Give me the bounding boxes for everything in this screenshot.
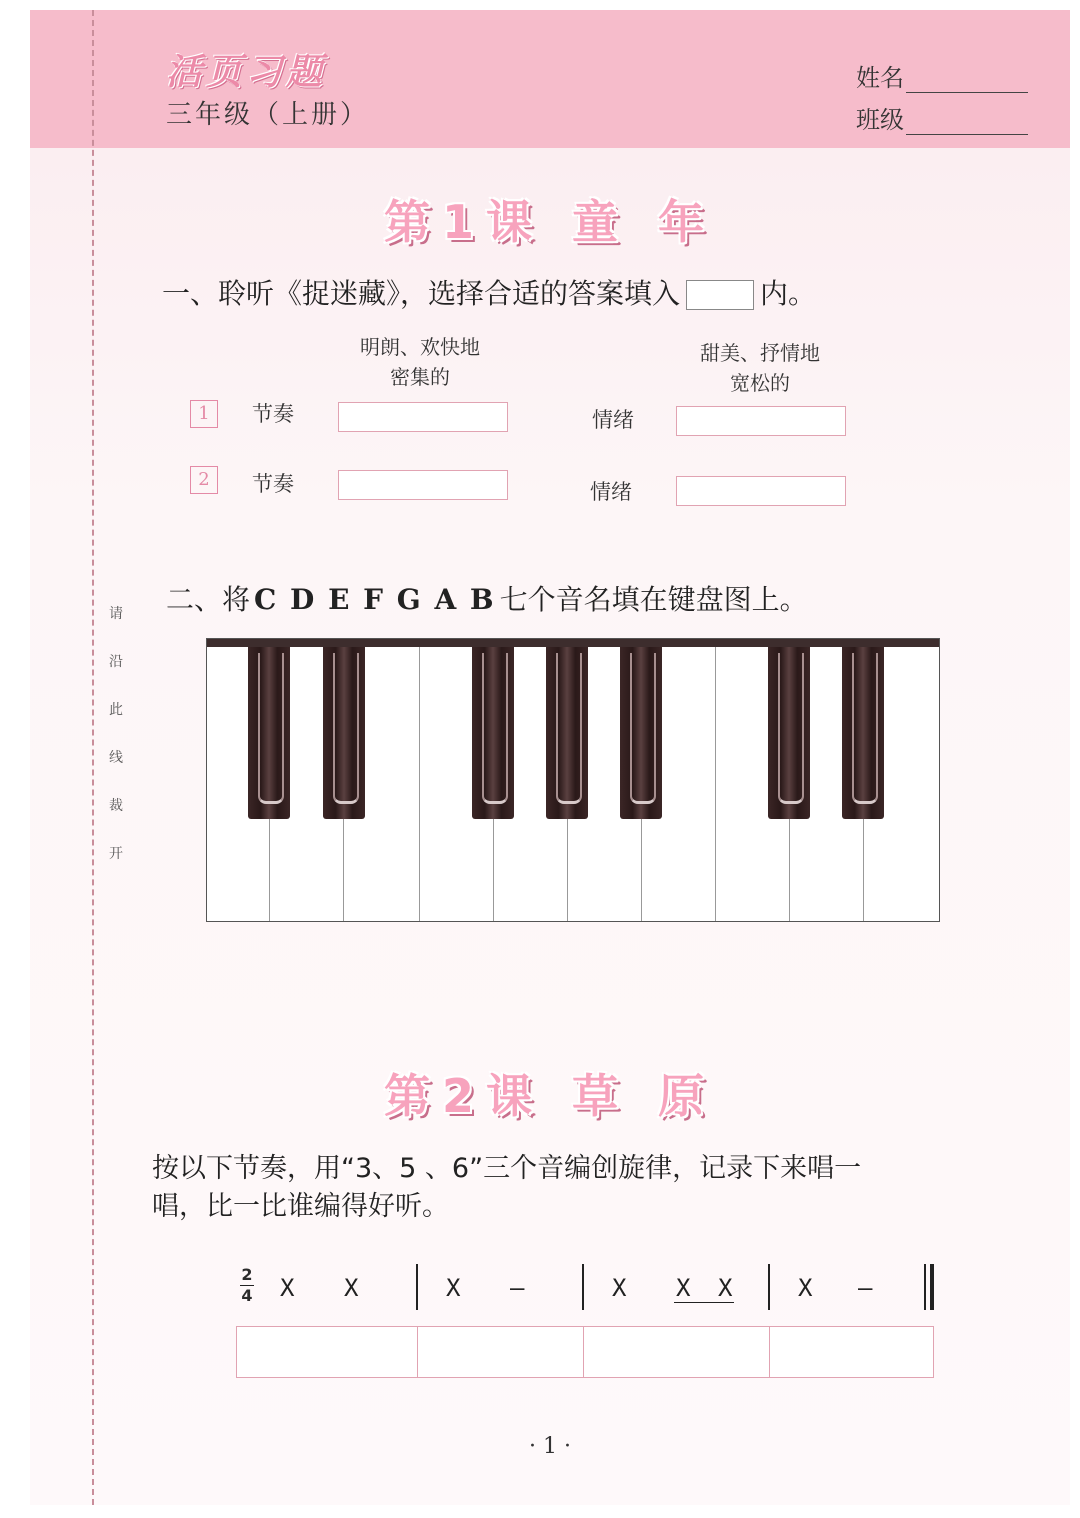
- lesson2-title: 第2课 草 原: [383, 1069, 717, 1123]
- grade-label: 三年级（上册）: [166, 100, 370, 130]
- rhythm-note: X: [798, 1274, 813, 1302]
- melody-answer-table[interactable]: [236, 1326, 934, 1378]
- answer-cell-divider: [769, 1327, 770, 1377]
- cut-char: 开: [109, 846, 123, 862]
- option-a-line2: 密集的: [390, 365, 450, 389]
- rhythm-note: X: [718, 1274, 733, 1302]
- question-2: [166, 578, 808, 618]
- worksheet-page: [30, 10, 1070, 1505]
- question-2-suffix: 七个音名填在键盘图上。: [499, 583, 808, 616]
- rhythm-note: X: [280, 1274, 295, 1302]
- cut-char: 请: [109, 606, 123, 622]
- barline: [582, 1264, 584, 1310]
- black-key[interactable]: [842, 647, 884, 819]
- final-barline-thick: [930, 1264, 934, 1310]
- question-1-suffix: 内。: [760, 277, 817, 310]
- rhythm-note: X: [612, 1274, 627, 1302]
- time-signature-top: 2: [241, 1265, 253, 1284]
- black-key[interactable]: [620, 647, 662, 819]
- option-b-line1: 甜美、抒情地: [700, 341, 820, 365]
- rhythm-label-2: 节奏: [252, 472, 294, 496]
- piano-keyboard[interactable]: [206, 638, 940, 922]
- lesson2-instruction-line1: 按以下节奏，用“3、5 、6”三个音编创旋律，记录下来唱一: [152, 1153, 862, 1184]
- white-key-divider: [715, 647, 716, 921]
- rhythm-answer-box-1[interactable]: [338, 402, 508, 432]
- row-number-1: 1: [190, 400, 218, 428]
- workbook-title: 活页习题: [166, 52, 327, 93]
- black-key[interactable]: [248, 647, 290, 819]
- mood-label-1: 情绪: [592, 408, 634, 432]
- black-key[interactable]: [768, 647, 810, 819]
- class-field: [856, 100, 1028, 135]
- answer-box-sample: [686, 280, 754, 310]
- answer-cell-divider: [417, 1327, 418, 1377]
- barline: [768, 1264, 770, 1310]
- answer-cell-divider: [583, 1327, 584, 1377]
- page-number: · 1 ·: [529, 1434, 571, 1459]
- name-input-line[interactable]: [906, 74, 1028, 93]
- lesson1-title: 第1课 童 年: [383, 195, 717, 249]
- time-signature: [240, 1266, 254, 1305]
- row-number-2: 2: [190, 466, 218, 494]
- question-2-prefix: 二、将: [166, 583, 251, 616]
- option-a-line1: 明朗、欢快地: [360, 335, 480, 359]
- question-1: [162, 272, 816, 312]
- rhythm-note: X: [344, 1274, 359, 1302]
- option-b: [660, 338, 860, 398]
- keyboard-top-bar: [207, 639, 939, 647]
- cut-char: 裁: [109, 798, 123, 814]
- lesson2-instruction-line2: 唱，比一比谁编得好听。: [152, 1191, 449, 1222]
- class-label: 班级: [856, 106, 904, 134]
- option-b-line2: 宽松的: [730, 371, 790, 395]
- class-input-line[interactable]: [906, 116, 1028, 135]
- rhythm-dash: –: [510, 1274, 525, 1302]
- eighth-note-beam: [674, 1302, 734, 1303]
- name-label: 姓名: [856, 64, 904, 92]
- rhythm-note: X: [676, 1274, 691, 1302]
- rhythm-note: X: [446, 1274, 461, 1302]
- cut-line-instruction: [106, 590, 126, 878]
- question-1-prefix: 一、聆听《捉迷藏》，选择合适的答案填入: [162, 277, 681, 310]
- mood-answer-box-2[interactable]: [676, 476, 846, 506]
- time-signature-bottom: 4: [241, 1286, 253, 1305]
- final-barline-thin: [924, 1264, 926, 1310]
- cut-char: 沿: [109, 654, 123, 670]
- barline: [416, 1264, 418, 1310]
- mood-label-2: 情绪: [590, 480, 632, 504]
- mood-answer-box-1[interactable]: [676, 406, 846, 436]
- rhythm-answer-box-2[interactable]: [338, 470, 508, 500]
- cut-char: 此: [109, 702, 123, 718]
- black-key[interactable]: [472, 647, 514, 819]
- cut-char: 线: [109, 750, 123, 766]
- note-names: C D E F G A B: [254, 583, 496, 616]
- white-key-divider: [419, 647, 420, 921]
- black-key[interactable]: [546, 647, 588, 819]
- rhythm-dash: –: [858, 1274, 873, 1302]
- black-key[interactable]: [323, 647, 365, 819]
- option-a: [320, 332, 520, 392]
- rhythm-label-1: 节奏: [252, 402, 294, 426]
- name-field: [856, 58, 1028, 93]
